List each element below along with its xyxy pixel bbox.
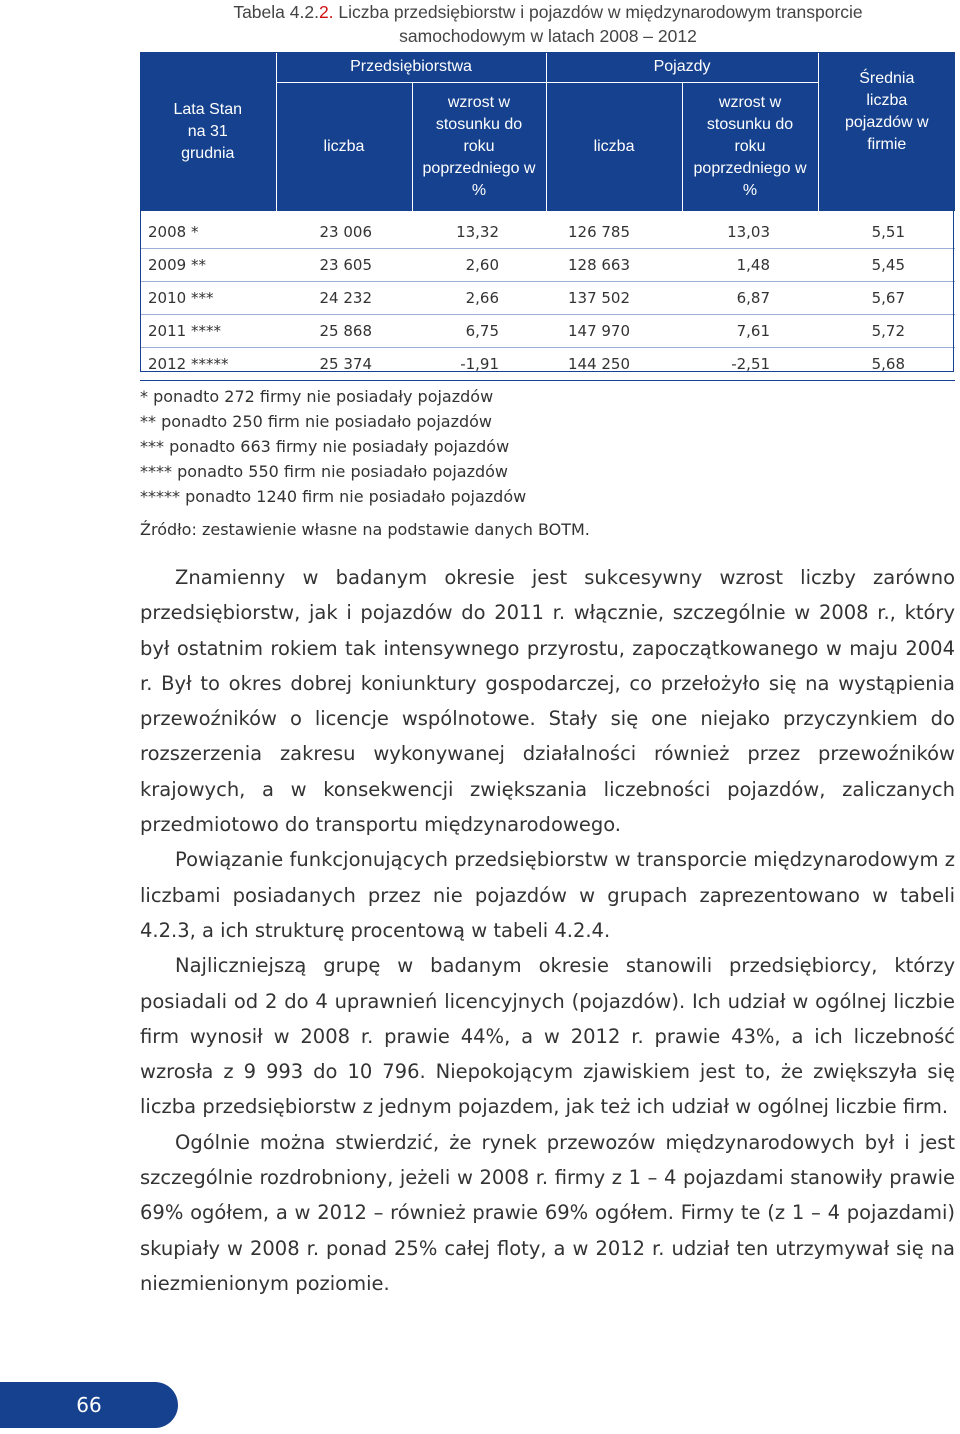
caption-highlight: 2.: [318, 2, 334, 22]
source-note: Źródło: zestawienie własne na podstawie danych BOTM.: [140, 520, 590, 539]
footnote: ***** ponadto 1240 firm nie posiadało pojazdów: [140, 487, 527, 506]
cell-avg: 5,51: [818, 212, 955, 249]
table-caption: [140, 0, 956, 48]
paragraph: Ogólnie można stwierdzić, że rynek przewozów międzynarodowych był i jest szczególnie rozdrobniony, jeżeli w 2008 r. firmy z 1 – 4 pojazdami stanowiły prawie 69% ogółem, a w 2012 – również prawie 69% ogółem. Firmy te (z 1 – 4 pojazdami) skupiały w 2008 r. ponad 25% całej floty, a w 2012 r. udział ten utrzymywał się na niezmienionym poziomie.: [140, 1130, 955, 1295]
cell-companies-growth: 2,66: [412, 282, 546, 315]
caption-prefix: Tabela 4.2.: [233, 2, 319, 22]
header-companies-growth: wzrost w stosunku do roku poprzedniego w %: [412, 83, 546, 212]
table-row: [140, 315, 955, 348]
caption-title: Liczba przedsiębiorstw i pojazdów w międzynarodowym transporcie: [333, 2, 863, 22]
cell-vehicles: 144 250: [546, 348, 682, 381]
cell-vehicles: 137 502: [546, 282, 682, 315]
header-vehicles-growth: wzrost w stosunku do roku poprzedniego w %: [682, 83, 818, 212]
cell-companies-growth: 2,60: [412, 249, 546, 282]
cell-vehicles: 147 970: [546, 315, 682, 348]
header-avg-vehicles: Średnia liczba pojazdów w firmie: [818, 52, 955, 212]
cell-vehicles: 128 663: [546, 249, 682, 282]
cell-companies: 23 605: [276, 249, 412, 282]
table-row: [140, 282, 955, 315]
cell-vehicles-growth: -2,51: [682, 348, 818, 381]
cell-avg: 5,72: [818, 315, 955, 348]
footnote: *** ponadto 663 firmy nie posiadały pojazdów: [140, 437, 510, 456]
cell-year: 2008 *: [140, 212, 276, 249]
cell-companies: 25 374: [276, 348, 412, 381]
header-years: Lata Stan na 31 grudnia: [140, 52, 276, 212]
cell-year: 2012 *****: [140, 348, 276, 381]
cell-companies-growth: -1,91: [412, 348, 546, 381]
header-companies-count: liczba: [276, 83, 412, 212]
cell-companies: 25 868: [276, 315, 412, 348]
header-companies: Przedsiębiorstwa: [276, 52, 546, 83]
cell-vehicles-growth: 1,48: [682, 249, 818, 282]
cell-avg: 5,67: [818, 282, 955, 315]
header-vehicles: Pojazdy: [546, 52, 818, 83]
caption-line-1: [140, 0, 956, 24]
footnote: **** ponadto 550 firm nie posiadało pojazdów: [140, 462, 509, 481]
footnote: * ponadto 272 firmy nie posiadały pojazdów: [140, 387, 494, 406]
cell-companies: 23 006: [276, 212, 412, 249]
cell-vehicles: 126 785: [546, 212, 682, 249]
cell-avg: 5,68: [818, 348, 955, 381]
cell-avg: 5,45: [818, 249, 955, 282]
paragraph: Najliczniejszą grupę w badanym okresie stanowili przedsiębiorcy, którzy posiadali od 2 do 4 uprawnień licencyjnych (pojazdów). Ich udział w ogólnej liczbie firm wynosił w 2008 r. prawie 44%, a w 2012 r. prawie 43%, a ich liczebność wzrosła z 9 993 do 10 796. Niepokojącym zjawiskiem jest to, że zwiększyła się liczba przedsiębiorstw z jednym pojazdem, jak też ich udział w ogólnej liczbie firm.: [140, 954, 955, 1119]
cell-year: 2011 ****: [140, 315, 276, 348]
table-row: [140, 212, 955, 249]
table-row: [140, 348, 955, 381]
cell-year: 2010 ***: [140, 282, 276, 315]
data-table-container: [140, 52, 955, 381]
cell-year: 2009 **: [140, 249, 276, 282]
caption-line-2: samochodowym w latach 2008 – 2012: [399, 26, 697, 46]
table-row: [140, 249, 955, 282]
cell-vehicles-growth: 13,03: [682, 212, 818, 249]
cell-companies-growth: 6,75: [412, 315, 546, 348]
body-text: [140, 560, 955, 1301]
table-footnotes: [140, 384, 956, 542]
header-vehicles-count: liczba: [546, 83, 682, 212]
data-table: [140, 52, 955, 381]
page-number: 66: [0, 1382, 178, 1428]
cell-companies-growth: 13,32: [412, 212, 546, 249]
paragraph: Powiązanie funkcjonujących przedsiębiorstw w transporcie międzynarodowym z liczbami posiadanych przez nie pojazdów w grupach zaprezentowano w tabeli 4.2.3, a ich strukturę procentową w tabeli 4.2.4.: [140, 848, 955, 942]
footnote: ** ponadto 250 firm nie posiadało pojazdów: [140, 412, 493, 431]
cell-vehicles-growth: 6,87: [682, 282, 818, 315]
cell-companies: 24 232: [276, 282, 412, 315]
paragraph: Znamienny w badanym okresie jest sukcesywny wzrost liczby zarówno przedsiębiorstw, jak i pojazdów do 2011 r. włącznie, szczególnie w 2008 r., który był ostatnim rokiem tak intensywnego przyrostu, zapoczątkowanego w maju 2004 r. Był to okres dobrej koniunktury gospodarczej, co przełożyło się na wystąpienia przewoźników o licencje wspólnotowe. Stały się one niejako przyczynkiem do rozszerzenia zakresu wykonywanej działalności również przez przewoźników krajowych, a w konsekwencji zwiększania liczebności pojazdów, zaliczanych przedmiotowo do transportu międzynarodowego.: [140, 566, 955, 837]
cell-vehicles-growth: 7,61: [682, 315, 818, 348]
